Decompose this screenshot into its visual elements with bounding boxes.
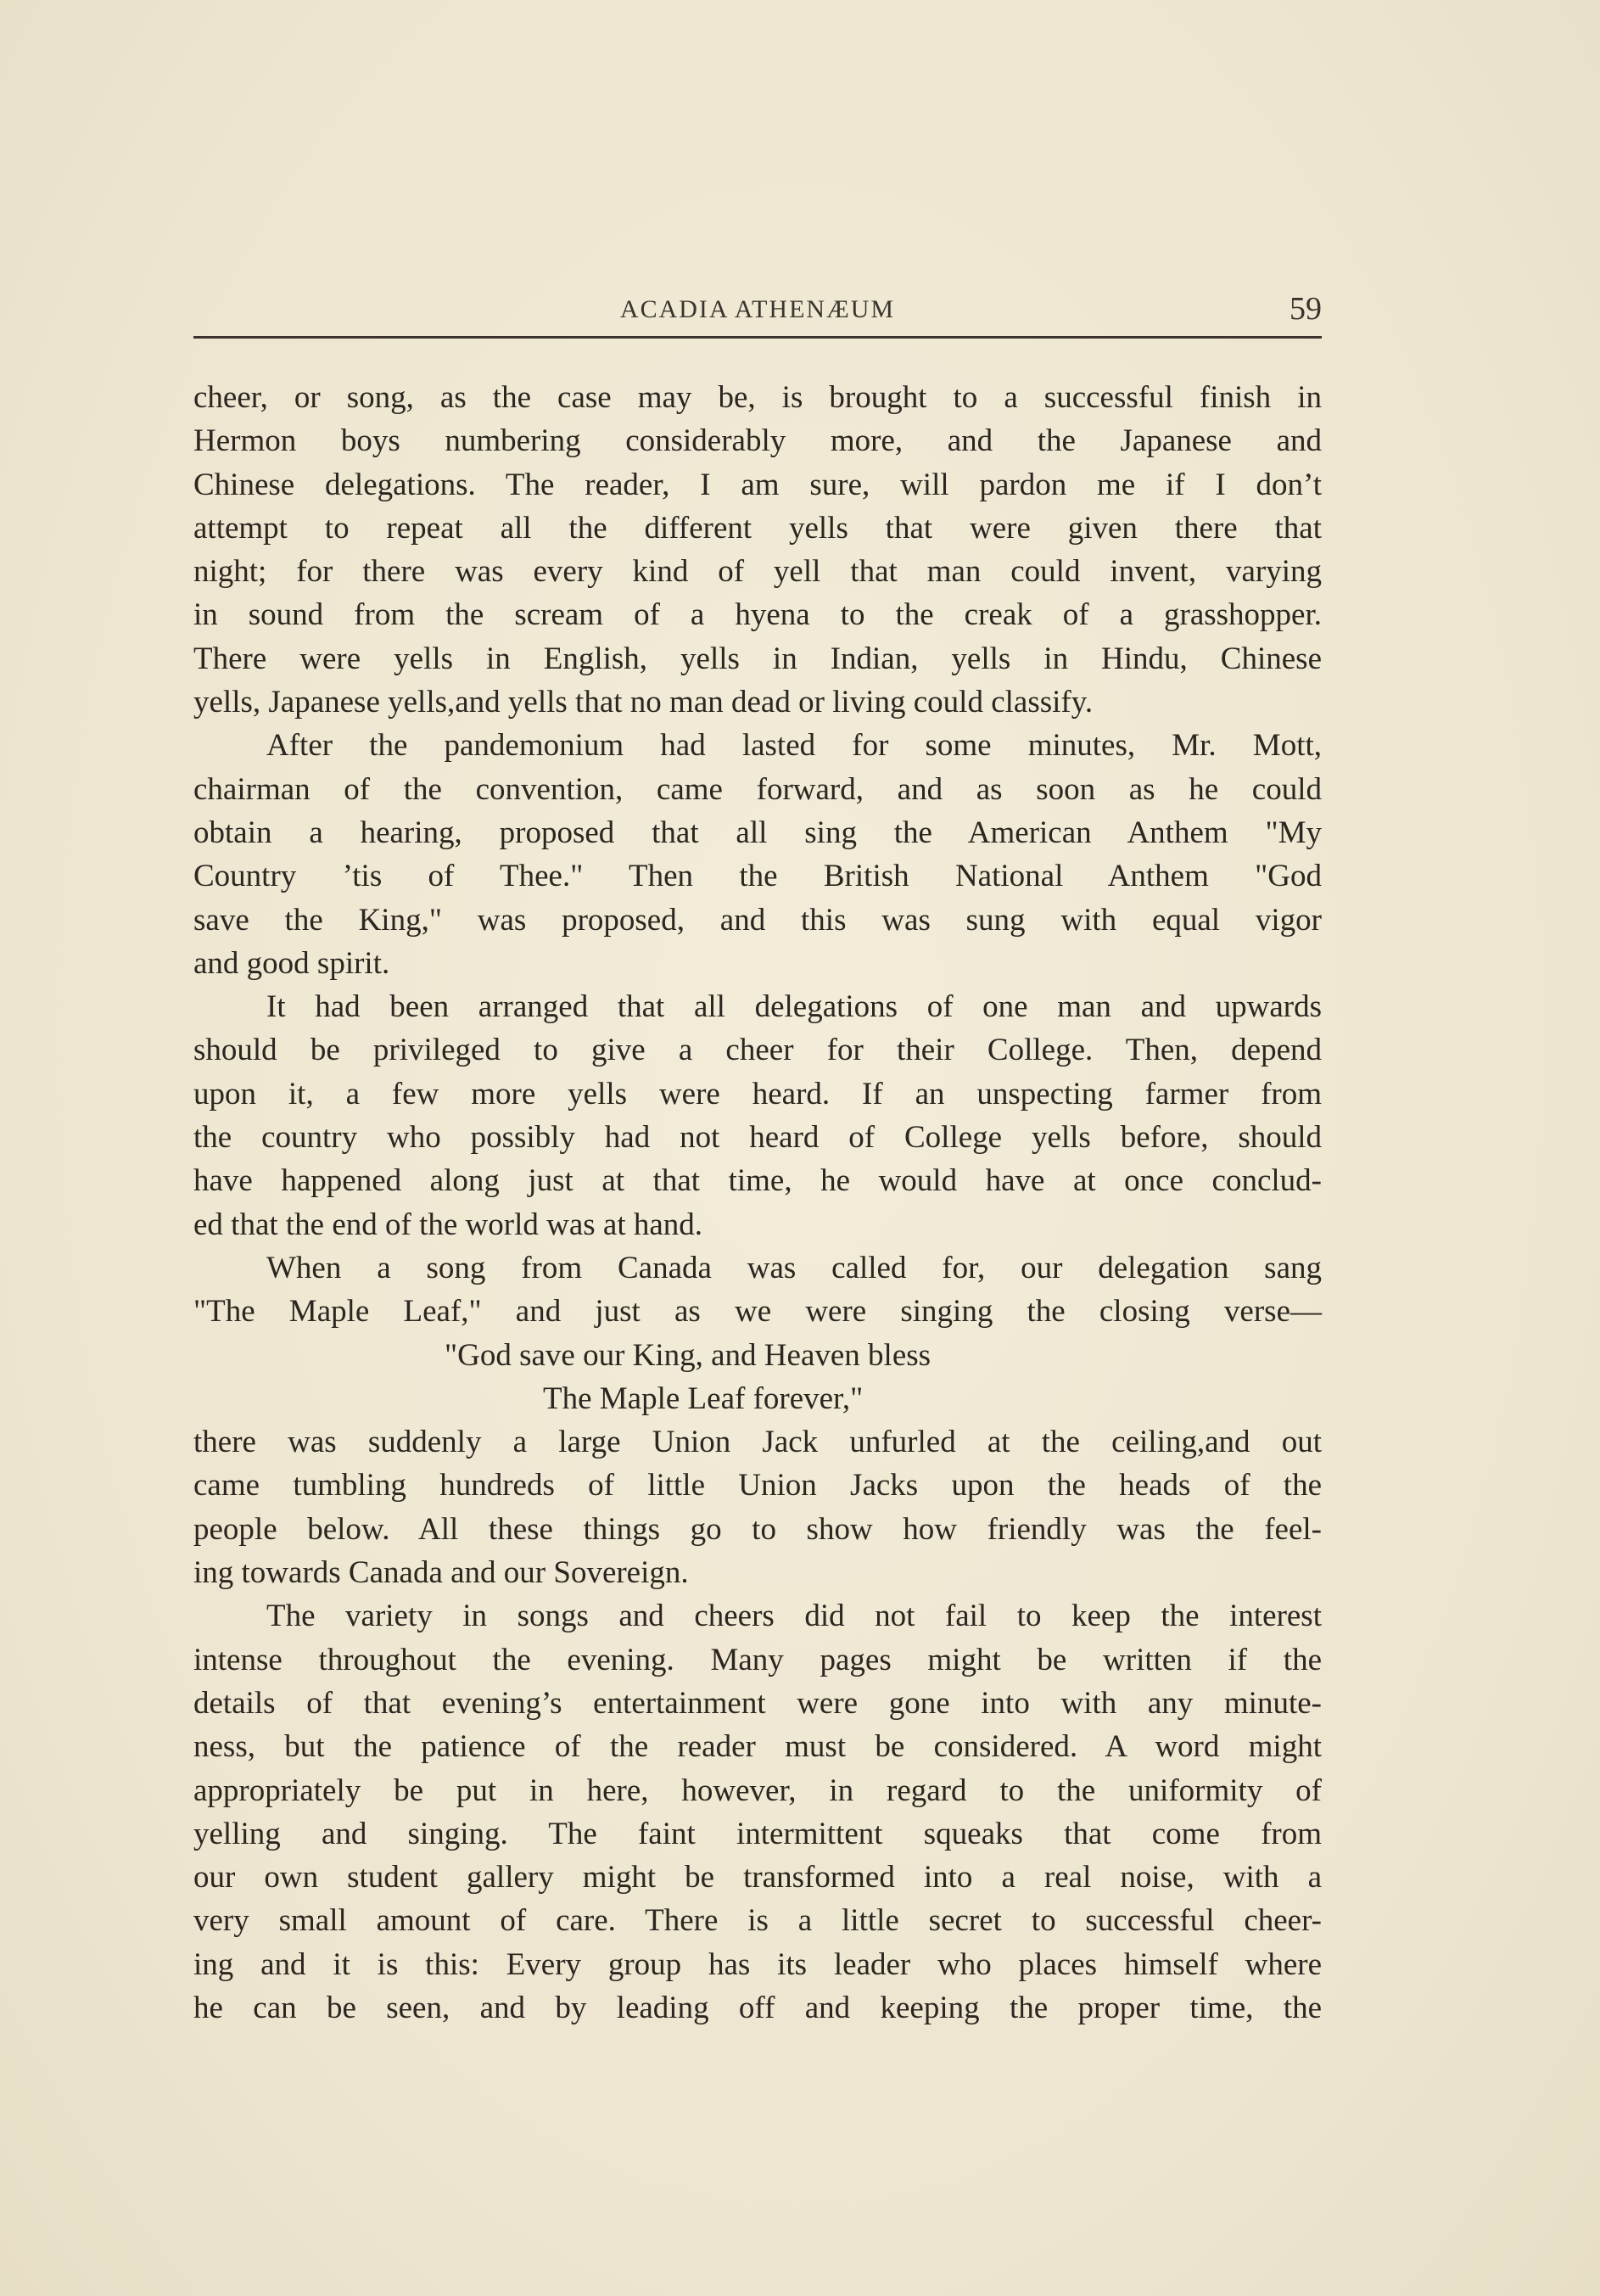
text-line: our own student gallery might be transformed into a real noise, with a bbox=[193, 1860, 1322, 1896]
text-line: When a song from Canada was called for, our delegation sang bbox=[266, 1250, 1322, 1285]
text-line: ing towards Canada and our Sovereign. bbox=[193, 1555, 689, 1591]
text-line: yelling and singing. The faint intermittent squeaks that come from bbox=[193, 1816, 1322, 1851]
body-text bbox=[193, 376, 1322, 2030]
text-line: should be privileged to give a cheer for their College. Then, depend bbox=[193, 1033, 1322, 1068]
text-line: yells, Japanese yells,and yells that no man dead or living could classify. bbox=[193, 685, 1094, 720]
text-line: Hermon boys numbering considerably more, and the Japanese and bbox=[193, 423, 1322, 459]
text-line: appropriately be put in here, however, in regard to the uniformity of bbox=[193, 1772, 1322, 1808]
text-line: After the pandemonium had lasted for some minutes, Mr. Mott, bbox=[266, 728, 1322, 764]
text-line: night; for there was every kind of yell that man could invent, varying bbox=[193, 554, 1322, 590]
text-line: there was suddenly a large Union Jack unfurled at the ceiling,and out bbox=[193, 1425, 1322, 1460]
text-line: details of that evening’s entertainment were gone into with any minute- bbox=[193, 1685, 1322, 1721]
text-line: ed that the end of the world was at hand. bbox=[193, 1207, 703, 1242]
text-line: people below. All these things go to show how friendly was the feel- bbox=[193, 1511, 1322, 1547]
text-line: There were yells in English, yells in Indian, yells in Hindu, Chinese bbox=[193, 641, 1322, 676]
page-header bbox=[193, 288, 1322, 339]
text-line: the country who possibly had not heard of College yells before, should bbox=[193, 1120, 1322, 1156]
text-line: in sound from the scream of a hyena to the creak of a grasshopper. bbox=[193, 597, 1322, 633]
text-line: ness, but the patience of the reader must be considered. A word might bbox=[193, 1729, 1322, 1765]
text-line: cheer, or song, as the case may be, is brought to a successful finish in bbox=[193, 380, 1322, 415]
text-line: ing and it is this: Every group has its leader who places himself where bbox=[193, 1946, 1322, 1982]
text-line: It had been arranged that all delegations of one man and upwards bbox=[266, 989, 1322, 1025]
text-line: The variety in songs and cheers did not fail to keep the interest bbox=[266, 1599, 1322, 1634]
page-number: 59 bbox=[1290, 291, 1322, 327]
verse-line: "God save our King, and Heaven bless bbox=[445, 1337, 931, 1373]
running-head: ACADIA ATHENÆUM bbox=[619, 295, 896, 323]
text-line: attempt to repeat all the different yells that were given there that bbox=[193, 510, 1322, 546]
text-line: and good spirit. bbox=[193, 945, 390, 981]
text-line: he can be seen, and by leading off and keeping the proper time, the bbox=[193, 1990, 1322, 2025]
text-line: intense throughout the evening. Many pages might be written if the bbox=[193, 1642, 1322, 1677]
verse-line: The Maple Leaf forever," bbox=[543, 1380, 864, 1416]
text-line: upon it, a few more yells were heard. If an unspecting farmer from bbox=[193, 1076, 1322, 1112]
text-line: obtain a hearing, proposed that all sing the American Anthem "My bbox=[193, 815, 1322, 850]
text-line: Chinese delegations. The reader, I am sure, will pardon me if I don’t bbox=[193, 467, 1322, 502]
text-line: "The Maple Leaf," and just as we were singing the closing verse— bbox=[193, 1294, 1322, 1330]
text-line: have happened along just at that time, he would have at once conclud- bbox=[193, 1163, 1322, 1199]
text-line: Country ’tis of Thee." Then the British National Anthem "God bbox=[193, 859, 1322, 894]
text-line: came tumbling hundreds of little Union Jacks upon the heads of the bbox=[193, 1468, 1322, 1504]
text-line: chairman of the convention, came forward, and as soon as he could bbox=[193, 771, 1322, 807]
text-line: save the King," was proposed, and this was sung with equal vigor bbox=[193, 902, 1322, 938]
text-line: very small amount of care. There is a little secret to successful cheer- bbox=[193, 1903, 1322, 1939]
